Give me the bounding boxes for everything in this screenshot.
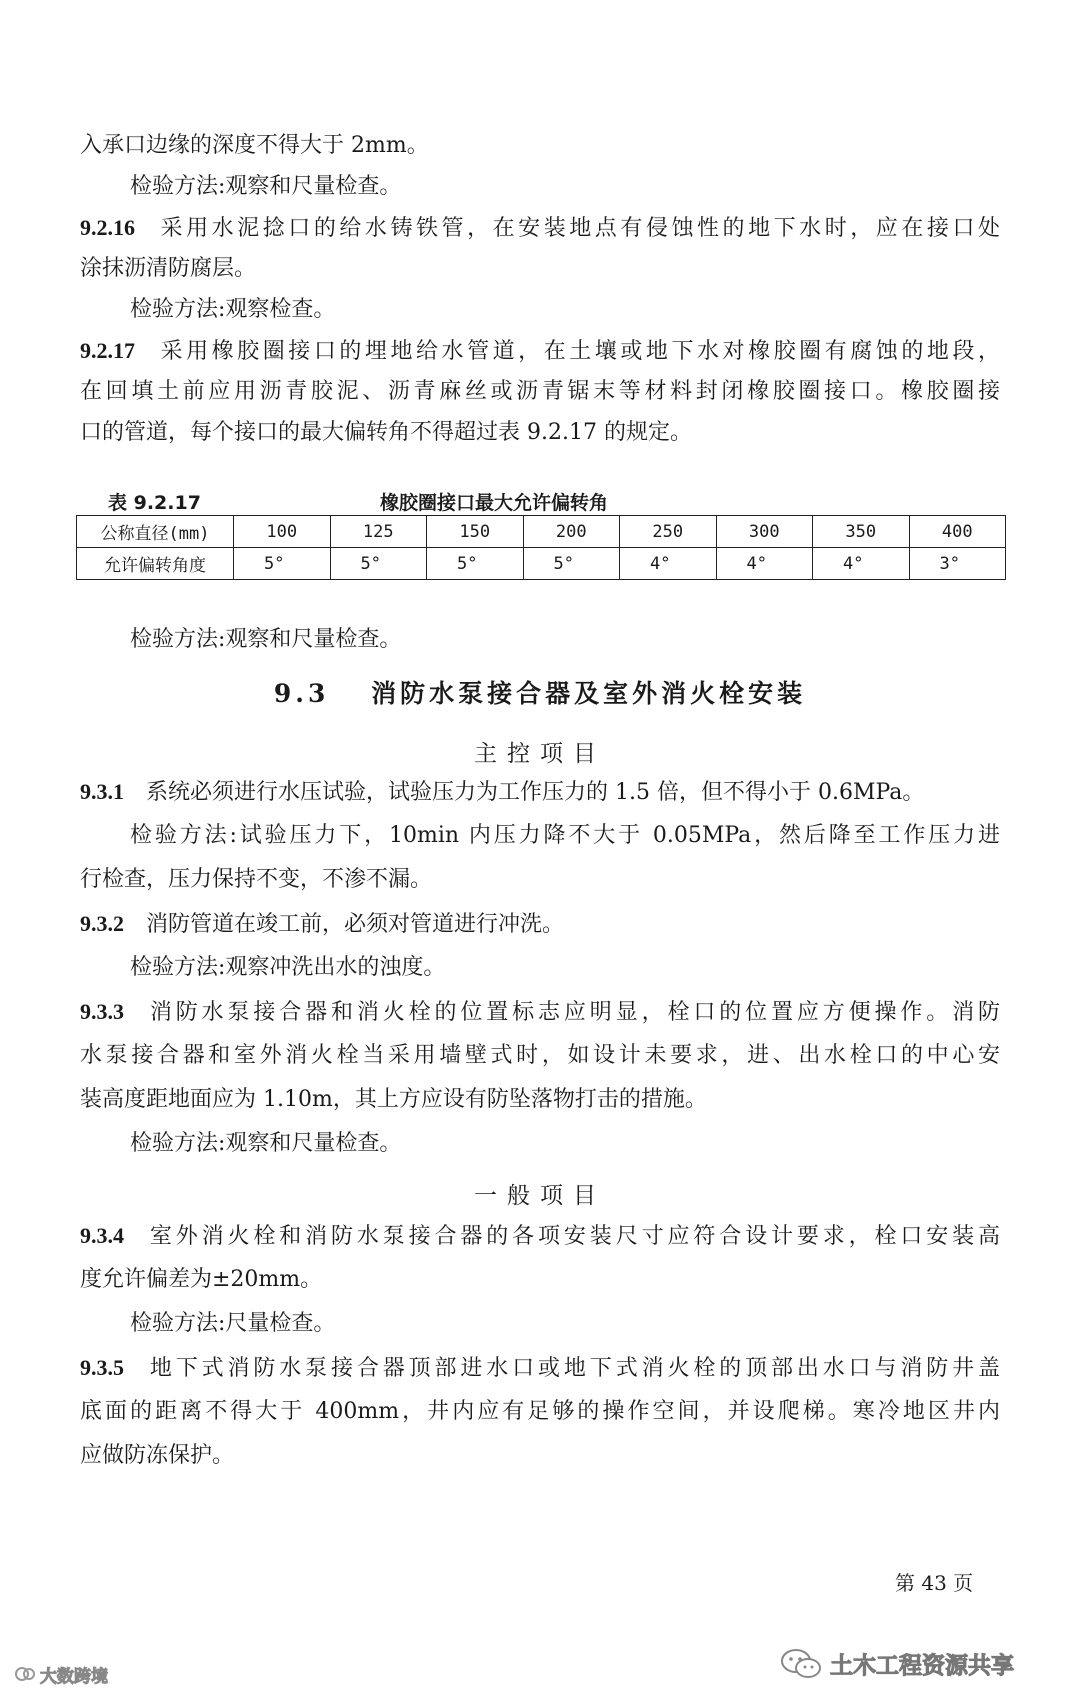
paragraph-line: 在回填土前应用沥青胶泥、沥青麻丝或沥青锯末等材料封闭橡胶圈接口。橡胶圈接 [80, 379, 1000, 404]
watermark-right [780, 1647, 1014, 1680]
paragraph-line: 应做防冻保护。 [80, 1443, 235, 1468]
clause-number: 9.2.16 [80, 215, 135, 240]
table-cell: 5° [330, 548, 427, 580]
clause-text: 地下式消防水泵接合器顶部进水口或地下式消火栓的顶部出水口与消防井盖 [146, 1356, 1000, 1381]
paragraph-line: 入承口边缘的深度不得大于 2mm。 [80, 133, 429, 158]
clause-text: 系统必须进行水压试验，试验压力为工作压力的 1.5 倍，但不得小于 0.6MPa。 [146, 780, 925, 805]
table-cell: 300 [716, 516, 813, 548]
table-cell: 250 [620, 516, 717, 548]
clause-text: 室外消火栓和消防水泵接合器的各项安装尺寸应符合设计要求，栓口安装高 [146, 1224, 1000, 1249]
table-cell: 400 [909, 516, 1006, 548]
table-cell: 4° [813, 548, 910, 580]
clause-text: 采用水泥捻口的给水铸铁管，在安装地点有侵蚀性的地下水时，应在接口处 [157, 216, 1000, 241]
table-cell: 350 [813, 516, 910, 548]
table-row-angle [77, 548, 1006, 580]
clause-9-2-16 [80, 213, 1000, 244]
logo-icon [14, 1666, 36, 1687]
clause-9-3-2 [80, 909, 1000, 940]
clause-number: 9.2.17 [80, 338, 135, 363]
table-cell: 3° [909, 548, 1006, 580]
table-cell: 125 [330, 516, 427, 548]
inspection-method: 检验方法:观察检查。 [130, 297, 336, 322]
paragraph-line: 口的管道，每个接口的最大偏转角不得超过表 9.2.17 的规定。 [80, 420, 692, 445]
table-cell: 4° [716, 548, 813, 580]
inspection-method: 检验方法:观察和尺量检查。 [130, 174, 402, 199]
table-caption-title: 橡胶圈接口最大允许偏转角 [380, 492, 609, 514]
wechat-icon [780, 1648, 822, 1680]
paragraph-line: 涂抹沥清防腐层。 [80, 256, 257, 281]
table-row-diameter [77, 516, 1006, 548]
inspection-method: 检验方法:观察和尺量检查。 [130, 627, 402, 652]
page-number: 第 43 页 [895, 1571, 974, 1595]
clause-text: 消防管道在竣工前，必须对管道进行冲洗。 [146, 912, 565, 937]
table-caption-number: 表 9.2.17 [108, 492, 201, 514]
clause-9-3-3 [80, 997, 1000, 1028]
clause-number: 9.3.1 [80, 779, 124, 804]
table-cell: 150 [427, 516, 524, 548]
clause-number: 9.3.2 [80, 911, 124, 936]
clause-9-3-1 [80, 777, 1000, 808]
table-cell: 200 [523, 516, 620, 548]
table-header-cell: 公称直径(mm) [77, 516, 234, 548]
inspection-method: 检验方法:试验压力下，10min 内压力降不大于 0.05MPa，然后降至工作压力进 [130, 823, 1000, 848]
table-cell: 4° [620, 548, 717, 580]
paragraph-line: 装高度距地面应为 1.10m，其上方应设有防坠落物打击的措施。 [80, 1087, 707, 1112]
clause-number: 9.3.5 [80, 1355, 124, 1380]
clause-text: 采用橡胶圈接口的埋地给水管道，在土壤或地下水对橡胶圈有腐蚀的地段， [157, 339, 1000, 364]
table-header-cell: 允许偏转角度 [77, 548, 234, 580]
watermark-left-text: 大数跨境 [40, 1667, 108, 1687]
clause-text: 消防水泵接合器和消火栓的位置标志应明显，栓口的位置应方便操作。消防 [146, 1000, 1000, 1025]
watermark-left [14, 1662, 108, 1687]
table-cell: 5° [234, 548, 331, 580]
inspection-method: 检验方法:观察和尺量检查。 [130, 1131, 402, 1156]
paragraph-line: 度允许偏差为±20mm。 [80, 1267, 323, 1292]
clause-number: 9.3.4 [80, 1223, 124, 1248]
paragraph-line: 行检查，压力保持不变，不渗不漏。 [80, 867, 433, 892]
clause-number: 9.3.3 [80, 999, 124, 1024]
paragraph-line: 底面的距离不得大于 400mm，井内应有足够的操作空间，并设爬梯。寒冷地区井内 [80, 1399, 1000, 1424]
main-items-heading: 主控项目 [474, 741, 606, 767]
deflection-angle-table [76, 515, 1006, 580]
inspection-method: 检验方法:尺量检查。 [130, 1311, 336, 1336]
paragraph-line: 水泵接合器和室外消火栓当采用墙壁式时，如设计未要求，进、出水栓口的中心安 [80, 1043, 1000, 1068]
general-items-heading: 一般项目 [474, 1183, 606, 1209]
clause-9-3-4 [80, 1221, 1000, 1252]
inspection-method: 检验方法:观察冲洗出水的浊度。 [130, 955, 446, 980]
table-cell: 5° [427, 548, 524, 580]
table-cell: 100 [234, 516, 331, 548]
section-title: 9.3 消防水泵接合器及室外消火栓安装 [273, 679, 807, 708]
clause-9-3-5 [80, 1353, 1000, 1384]
clause-9-2-17 [80, 336, 1000, 367]
watermark-right-text: 土木工程资源共享 [830, 1653, 1014, 1679]
table-cell: 5° [523, 548, 620, 580]
